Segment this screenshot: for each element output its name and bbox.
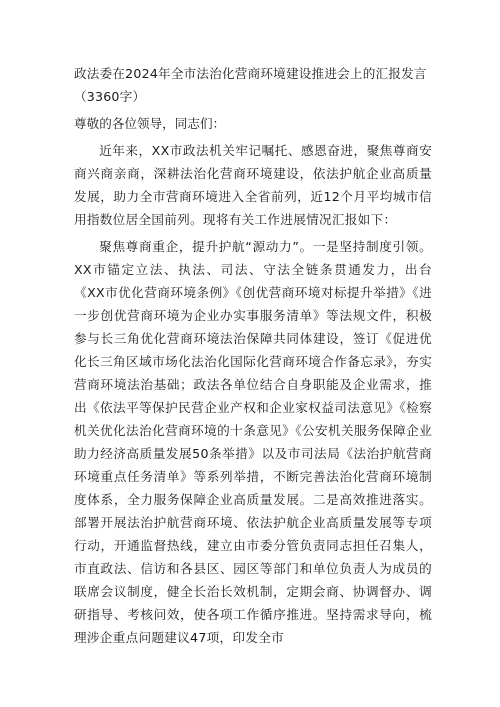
salutation: 尊敬的各位领导，同志们： <box>74 116 226 131</box>
document-title: 政法委在2024年全市法治化营商环境建设推进会上的汇报发言（3360字） <box>74 66 427 104</box>
body-paragraph-1: 近年来，XX市政法机关牢记嘱托、感恩奋进，聚焦尊商安商兴商亲商，深耕法治化营商环境建设，依法护航企业高质量发展，助力全市营商环境进入全省前列，近12个月平均城市信用指数位居全国前列。现将有关工作进展情况汇报如下： <box>74 143 432 227</box>
body-paragraph-2: 聚焦尊商重企，提升护航“源动力”。一是坚持制度引领。XX市锚定立法、执法、司法、守法全链条贯通发力，出台《XX市优化营商环境条例》《创优营商环境对标提升举措》《进一步创优营商环境为企业办实事服务清单》等法规文件，积极参与长三角优化营商环境法治保障共同体建设，签订《促进优化长三角区域市场化法治化国际化营商环境合作备忘录》，夯实营商环境法治基础；政法各单位结合自身职能及企业需求，推出《依法平等保护民营企业产权和企业家权益司法意见》《检察机关优化法治化营商环境的十条意见》《公安机关服务保障企业助力经济高质量发展50条举措》以及市司法局《法治护航营商环境重点任务清单》等系列举措，不断完善法治化营商环境制度体系，全力服务保障企业高质量发展。二是高效推进落实。部署开展法治护航营商环境、依法护航企业高质量发展等专项行动，开通监督热线，建立由市委分管负责同志担任召集人，市直政法、信访和各县区、园区等部门和单位负责人为成员的联席会议制度，健全长治长效机制，定期会商、协调督办、调研指导、考核问效，使各项工作循序推进。坚持需求导向，梳理涉企重点问题建议47项，印发全市 <box>74 239 432 645</box>
